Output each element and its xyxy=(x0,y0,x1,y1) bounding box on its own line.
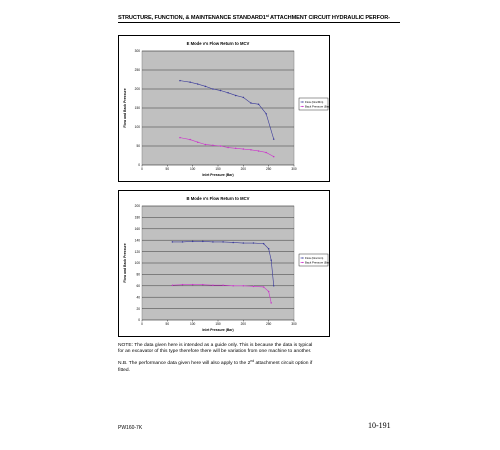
y-tick-label: 180 xyxy=(134,215,140,220)
x-tick-label: 150 xyxy=(215,167,221,171)
data-point xyxy=(192,241,194,243)
data-point xyxy=(232,285,234,287)
data-point xyxy=(220,145,222,147)
data-point xyxy=(172,284,174,286)
y-axis-label: Flow and Back Pressure xyxy=(123,243,127,283)
data-point xyxy=(243,97,245,99)
data-point xyxy=(179,137,181,139)
chart-e-mode-svg xyxy=(119,36,331,183)
data-point xyxy=(220,90,222,92)
chart-title: B Mode v's Flow Return to MCV xyxy=(186,196,250,201)
y-tick-label: 60 xyxy=(136,284,140,288)
y-tick-label: 140 xyxy=(134,238,140,243)
x-axis-label: Inlet Pressure (Bar) xyxy=(202,328,234,332)
data-point xyxy=(235,95,237,97)
y-tick-label: 250 xyxy=(134,68,140,73)
legend-label: Flow (litre/min) xyxy=(305,256,324,260)
legend-marker xyxy=(302,106,303,107)
nb-sup: nd xyxy=(250,359,255,364)
x-tick-label: 0 xyxy=(141,167,143,171)
x-tick-label: 50 xyxy=(165,167,170,171)
legend-label: Back Pressure (Bar) xyxy=(305,260,331,265)
header-title-rest: ATTACHMENT CIRCUIT HYDRAULIC PERFOR- xyxy=(268,15,390,21)
nb-text-b: attachment circuit option if fitted. xyxy=(118,361,313,373)
footer-page-number: 10-191 xyxy=(368,421,391,430)
data-point xyxy=(273,285,275,287)
data-point xyxy=(253,286,255,288)
y-tick-label: 100 xyxy=(134,261,140,266)
data-point xyxy=(189,81,191,83)
data-point xyxy=(243,148,245,150)
data-point xyxy=(192,284,194,286)
data-point xyxy=(243,242,245,244)
legend-marker xyxy=(302,101,303,102)
data-point xyxy=(250,149,252,151)
y-tick-label: 300 xyxy=(134,49,140,54)
y-tick-label: 150 xyxy=(134,106,140,111)
y-tick-label: 200 xyxy=(134,87,140,92)
data-point xyxy=(263,243,265,245)
y-tick-label: 0 xyxy=(138,318,140,323)
data-point xyxy=(227,147,229,149)
x-tick-label: 0 xyxy=(141,322,143,326)
x-axis-label: Inlet Pressure (Bar) xyxy=(202,173,234,177)
y-tick-label: 80 xyxy=(136,272,140,277)
legend-label: Flow (litre/Min) xyxy=(305,100,324,104)
data-point xyxy=(205,144,207,146)
data-point xyxy=(258,103,260,105)
chart-title: E Mode v's Flow Return to MCV xyxy=(186,41,250,46)
data-point xyxy=(232,242,234,244)
data-point xyxy=(172,241,174,243)
data-point xyxy=(182,284,184,286)
y-tick-label: 120 xyxy=(134,249,140,254)
data-point xyxy=(253,242,255,244)
x-tick-label: 250 xyxy=(266,167,272,171)
nb-paragraph xyxy=(118,358,318,374)
data-point xyxy=(212,144,214,146)
y-tick-label: 0 xyxy=(138,163,140,168)
footer-model: PW160-7K xyxy=(118,425,143,431)
data-point xyxy=(212,88,214,90)
data-point xyxy=(189,139,191,141)
data-point xyxy=(258,150,260,152)
data-point xyxy=(273,156,275,158)
data-point xyxy=(265,113,267,115)
data-point xyxy=(212,284,214,286)
data-point xyxy=(202,241,204,243)
data-point xyxy=(205,86,207,88)
header-rule xyxy=(118,22,400,23)
x-tick-label: 50 xyxy=(165,322,170,326)
chart-b-mode-svg xyxy=(119,191,331,338)
data-point xyxy=(179,80,181,82)
note-block xyxy=(118,343,318,377)
y-tick-label: 40 xyxy=(136,295,140,300)
x-tick-label: 250 xyxy=(266,322,272,326)
legend-marker xyxy=(302,262,303,263)
data-point xyxy=(227,92,229,94)
x-tick-label: 200 xyxy=(240,167,246,171)
data-point xyxy=(270,259,272,261)
y-tick-label: 160 xyxy=(134,227,140,231)
y-tick-label: 100 xyxy=(134,125,140,130)
data-point xyxy=(250,102,252,104)
data-point xyxy=(273,138,275,140)
data-point xyxy=(202,284,204,286)
x-tick-label: 100 xyxy=(190,322,196,326)
nb-text-a: N.B. The performance data given here will also apply to the 2 xyxy=(118,361,251,367)
y-tick-label: 200 xyxy=(134,204,140,209)
x-tick-label: 300 xyxy=(291,322,297,326)
note-paragraph: NOTE: The data given here is intended as a guide only. This is because the data is typical for an excavator of this type therefore there will be variation from one machine to another. xyxy=(118,343,313,355)
x-tick-label: 200 xyxy=(240,322,246,326)
data-point xyxy=(182,241,184,243)
x-tick-label: 100 xyxy=(190,167,196,171)
data-point xyxy=(197,141,199,143)
data-point xyxy=(270,302,272,304)
y-tick-label: 50 xyxy=(136,144,140,149)
legend-marker xyxy=(302,257,303,258)
page-header xyxy=(118,14,408,21)
data-point xyxy=(197,83,199,85)
chart-e-mode xyxy=(118,35,330,182)
data-point xyxy=(268,248,270,250)
header-title-sup: st xyxy=(265,14,269,18)
data-point xyxy=(265,152,267,154)
data-point xyxy=(263,286,265,288)
header-title-main: STRUCTURE, FUNCTION, & MAINTENANCE STANDARD1 xyxy=(118,15,266,21)
data-point xyxy=(222,284,224,286)
x-tick-label: 300 xyxy=(291,167,297,171)
legend-label: Back Pressure (Bar) xyxy=(305,104,331,109)
data-point xyxy=(235,148,237,150)
data-point xyxy=(212,241,214,243)
chart-b-mode xyxy=(118,190,330,337)
data-point xyxy=(268,291,270,293)
y-tick-label: 20 xyxy=(136,306,140,311)
data-point xyxy=(222,241,224,243)
y-axis-label: Flow and Back Pressure xyxy=(123,88,127,128)
x-tick-label: 150 xyxy=(215,322,221,326)
data-point xyxy=(243,285,245,287)
